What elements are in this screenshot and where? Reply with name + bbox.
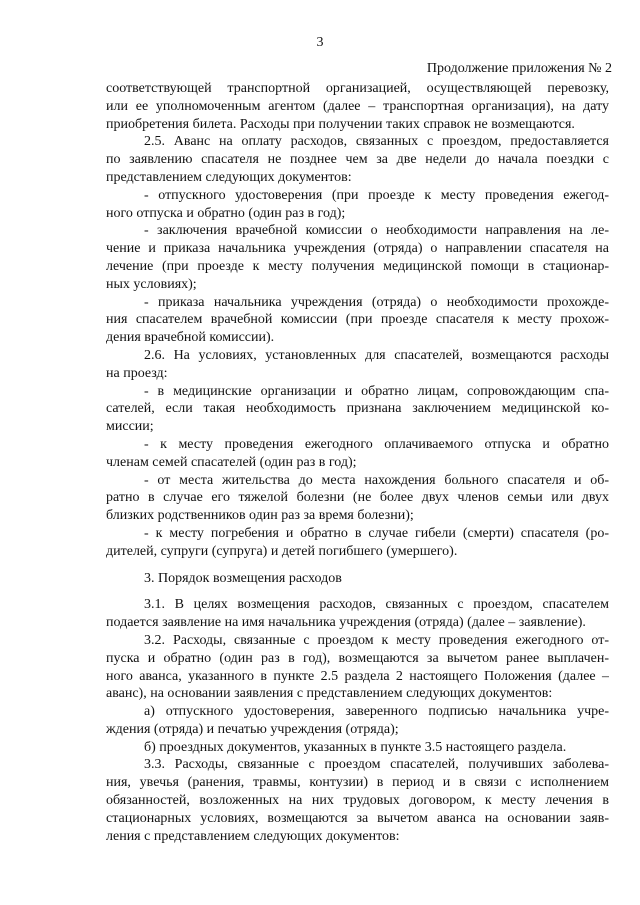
text-line: стационарных условиях, возмещаются за вычетом аванса на основании заяв- xyxy=(106,810,609,826)
text-line: ния спасателем врачебной комиссии (при проезде спасателя к месту прохож- xyxy=(106,312,609,328)
text-line: близких родственников один раз за время болезни); xyxy=(106,508,414,524)
text-line: ного отпуска и обратно (один раз в год); xyxy=(106,205,346,221)
appendix-continuation-note: Продолжение приложения № 2 xyxy=(426,61,612,76)
text-line: 3.3. Расходы, связанные с проездом спасателей, получивших заболева- xyxy=(144,757,609,773)
text-line: - приказа начальника учреждения (отряда) о необходимости прохожде- xyxy=(144,294,609,310)
text-line: 2.6. На условиях, установленных для спасателей, возмещаются расходы xyxy=(144,347,609,363)
paragraph-2-5 xyxy=(106,133,609,186)
text-line: по заявлению спасателя не позднее чем за две недели до начала поездки с xyxy=(106,152,609,168)
text-line: - к месту проведения ежегодного оплачиваемого отпуска и обратно xyxy=(144,436,609,452)
text-line: ния, увечья (ранения, травмы, контузии) в период и в связи с исполнением xyxy=(106,775,609,791)
text-line: аванс), на основании заявления с представлением следующих документов: xyxy=(106,686,553,702)
text-line: - заключения врачебной комиссии о необходимости направления на ле- xyxy=(144,223,609,239)
paragraph-3-2 xyxy=(106,632,609,703)
text-line: лечение (при проезде к месту получения медицинской помощи в стационар- xyxy=(106,258,609,274)
list-item xyxy=(106,222,609,293)
text-line: членам семей спасателей (один раз в год); xyxy=(106,454,357,470)
text-line: - к месту погребения и обратно в случае гибели (смерти) спасателя (ро- xyxy=(144,525,609,541)
text-line: соответствующей транспортной организацией, осуществляющей перевозку, xyxy=(106,81,609,96)
paragraph xyxy=(106,80,609,133)
paragraph-3-3 xyxy=(106,756,609,845)
list-item xyxy=(106,383,609,436)
paragraph-3-1 xyxy=(106,596,609,632)
text-line: ления с представлением следующих документов: xyxy=(106,828,400,844)
list-item xyxy=(106,294,609,347)
text-line: приобретения билета. Расходы при получении таких справок не возмещаются. xyxy=(106,116,575,132)
text-line: дения врачебной комиссии). xyxy=(106,330,275,346)
text-line: 3.1. В целях возмещения расходов, связанных с проездом, спасателем xyxy=(144,597,609,613)
text-line: - в медицинские организации и обратно лицам, сопровождающим спа- xyxy=(144,383,609,399)
text-line: - от места жительства до места нахождения больного спасателя и об- xyxy=(144,472,609,488)
text-line: б) проездных документов, указанных в пункте 3.5 настоящего раздела. xyxy=(144,739,567,755)
list-item xyxy=(106,703,609,739)
text-line: 3.2. Расходы, связанные с проездом к месту проведения ежегодного от- xyxy=(144,632,609,648)
text-line: сателей, если такая необходимость признана заключением медицинской ко- xyxy=(106,401,609,417)
list-item xyxy=(106,525,609,561)
text-line: ждения (отряда) и печатью учреждения (отряда); xyxy=(106,721,399,737)
section-heading: 3. Порядок возмещения расходов xyxy=(144,570,342,586)
text-line: подается заявление на имя начальника учреждения (отряда) (далее – заявление). xyxy=(106,615,586,631)
text-line: миссии; xyxy=(106,419,154,435)
document-body xyxy=(106,80,609,845)
text-line: - отпускного удостоверения (при проезде к месту проведения ежегод- xyxy=(144,187,609,203)
text-line: чение и приказа начальника учреждения (отряда) о направлении спасателя на xyxy=(106,241,609,257)
text-line: обязанностей, возложенных на них трудовых договором, к месту лечения в xyxy=(106,793,609,809)
text-line: представлением следующих документов: xyxy=(106,169,352,185)
text-line: или ее уполномоченным агентом (далее – транспортная организация), на дату xyxy=(106,98,609,114)
text-line: 2.5. Аванс на оплату расходов, связанных с проездом, предоставляется xyxy=(144,134,609,150)
list-item xyxy=(106,472,609,525)
text-line: а) отпускного удостоверения, заверенного подписью начальника учре- xyxy=(144,704,609,720)
text-line: на проезд: xyxy=(106,365,168,381)
page-number: 3 xyxy=(316,35,324,50)
list-item xyxy=(106,739,609,757)
list-item xyxy=(106,187,609,223)
text-line: ратно в случае его тяжелой болезни (не более двух членов семьи или двух xyxy=(106,490,609,506)
text-line: ных условиях); xyxy=(106,276,197,292)
paragraph-2-6 xyxy=(106,347,609,383)
text-line: пуска и обратно (один раз в год), возмещаются за вычетом ранее выплачен- xyxy=(106,650,609,666)
list-item xyxy=(106,436,609,472)
text-line: ного аванса, указанного в пункте 2.5 раздела 2 настоящего Положения (далее – xyxy=(106,668,609,684)
text-line: дителей, супруги (супруга) и детей погибшего (умершего). xyxy=(106,543,458,559)
